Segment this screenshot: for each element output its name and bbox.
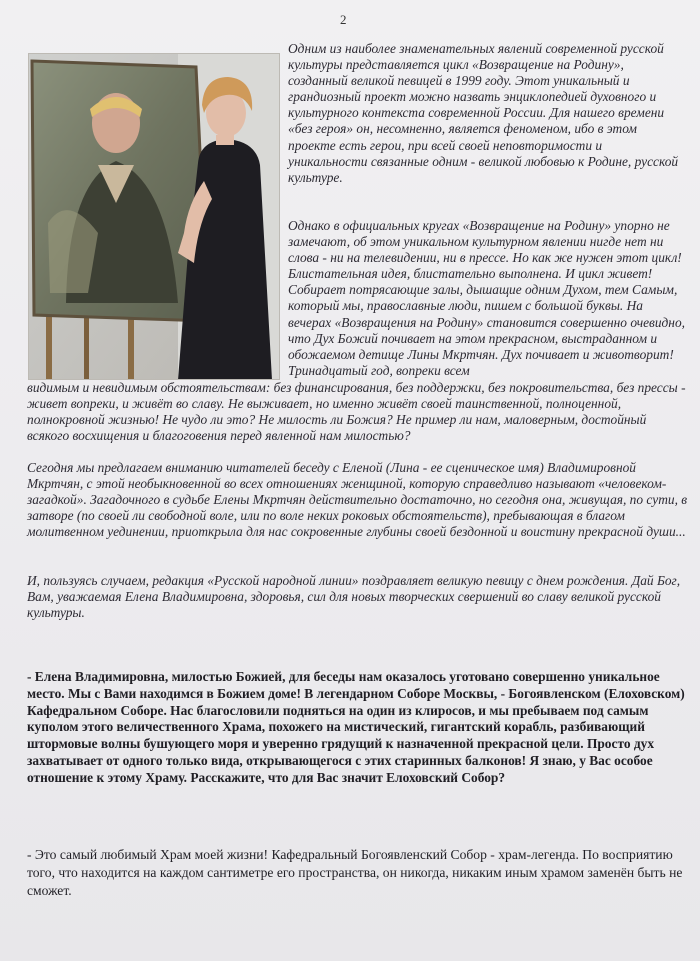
photo-of-two-people-with-portrait-painting-icon	[28, 53, 280, 380]
intro-paragraph: Одним из наиболее знаменательных явлений современной русской культуры представляется цикл «Возвращение на Родину», созданный великой певицей в 1999 году. Этот уникальный и грандиозный проект можно назвать энциклопедией духовного и культурного контекста современной России. Для нашего времени «без героя» он, несомненно, является феноменом, ибо в этом проекте есть герои, при всей своей неповторимости и уникальности связанные одним - великой любовью к Родине, русской культуре.	[288, 41, 679, 185]
intro-paragraph: Однако в официальных кругах «Возвращение на Родину» упорно не замечают, об этом уникальном культурном явлении нигде нет ни слова - ни на телевидении, ни в прессе. Но как же нужен этот цикл! Блистательная идея, блистательно выполнена. И цикл живет! Собирает потрясающие залы, дышащие одним Духом, тем Самым, который мы, православные люди, пишем с большой буквы. На вечерах «Возвращения на Родину» становится совершенно очевидно, что Дух Божий почивает на этом прекрасном, выстраданном и обожаемом детище Лины Мкртчян. Дух почивает и животворит! Тринадцатый год, вопреки всем	[288, 218, 685, 378]
intro-paragraph: Сегодня мы предлагаем вниманию читателей беседу с Еленой (Лина - ее сценическое имя) Владимировной Мкртчян, с этой необыкновенной во всех отношениях женщиной, которую справедливо называют «человеком-загадкой». Загадочного в судьбе Елены Мкртчян действительно достаточно, но сегодня она, живущая, по сути, в затворе (по своей ли свободной воле, или по воле неких роковых обстоятельств), пребывающая в благом молитвенном уединении, приоткрыла для нас сокровенные глубины своей бездонной и воистину прекрасной души...	[27, 460, 688, 540]
interview-question: - Елена Владимировна, милостью Божией, для беседы нам оказалось уготовано совершенно уникальное место. Мы с Вами находимся в Божием доме! В легендарном Соборе Москвы, - Богоявленском (Елоховском) Кафедральном Соборе. Нас благословили подняться на один из клиросов, и мы пребываем под самым куполом этого величественного Храма, похожего на мистический, гигантский корабль, разбивающий штормовые волны бушующего моря и уверенно грядущий к назначенной прекрасной цели. Просто дух захватывает от одного только вида, открывающегося с этих старинных балконов! Я знаю, у Вас особое отношение к этому Храму. Расскажите, что для Вас значит Елоховский Собор?	[27, 669, 685, 785]
interview-answer: - Это самый любимый Храм моей жизни! Кафедральный Богоявленский Собор - храм-легенда. По восприятию того, что находится на каждом сантиметре его пространства, он никогда, никаким иным храмом заменён быть не сможет.	[27, 847, 683, 898]
intro-paragraph-continued: видимым и невидимым обстоятельствам: без финансирования, без поддержки, без покровительства, без прессы - живет вопреки, и живёт во славу. Не выживает, но именно живёт своей таинственной, полноценной, полнокровной жизнью! Не чудо ли это? Не милость ли Божия? Не пример ли нам, маловерным, достойный всякого восхищения и благоговения перед явленной нам милостью?	[27, 380, 686, 444]
page-number: 2	[340, 12, 347, 27]
intro-paragraph: И, пользуясь случаем, редакция «Русской народной линии» поздравляет великую певицу с днем рождения. Дай Бог, Вам, уважаемая Елена Владимировна, здоровья, сил для новых творческих свершений во славу великой русской культуры.	[27, 573, 681, 621]
